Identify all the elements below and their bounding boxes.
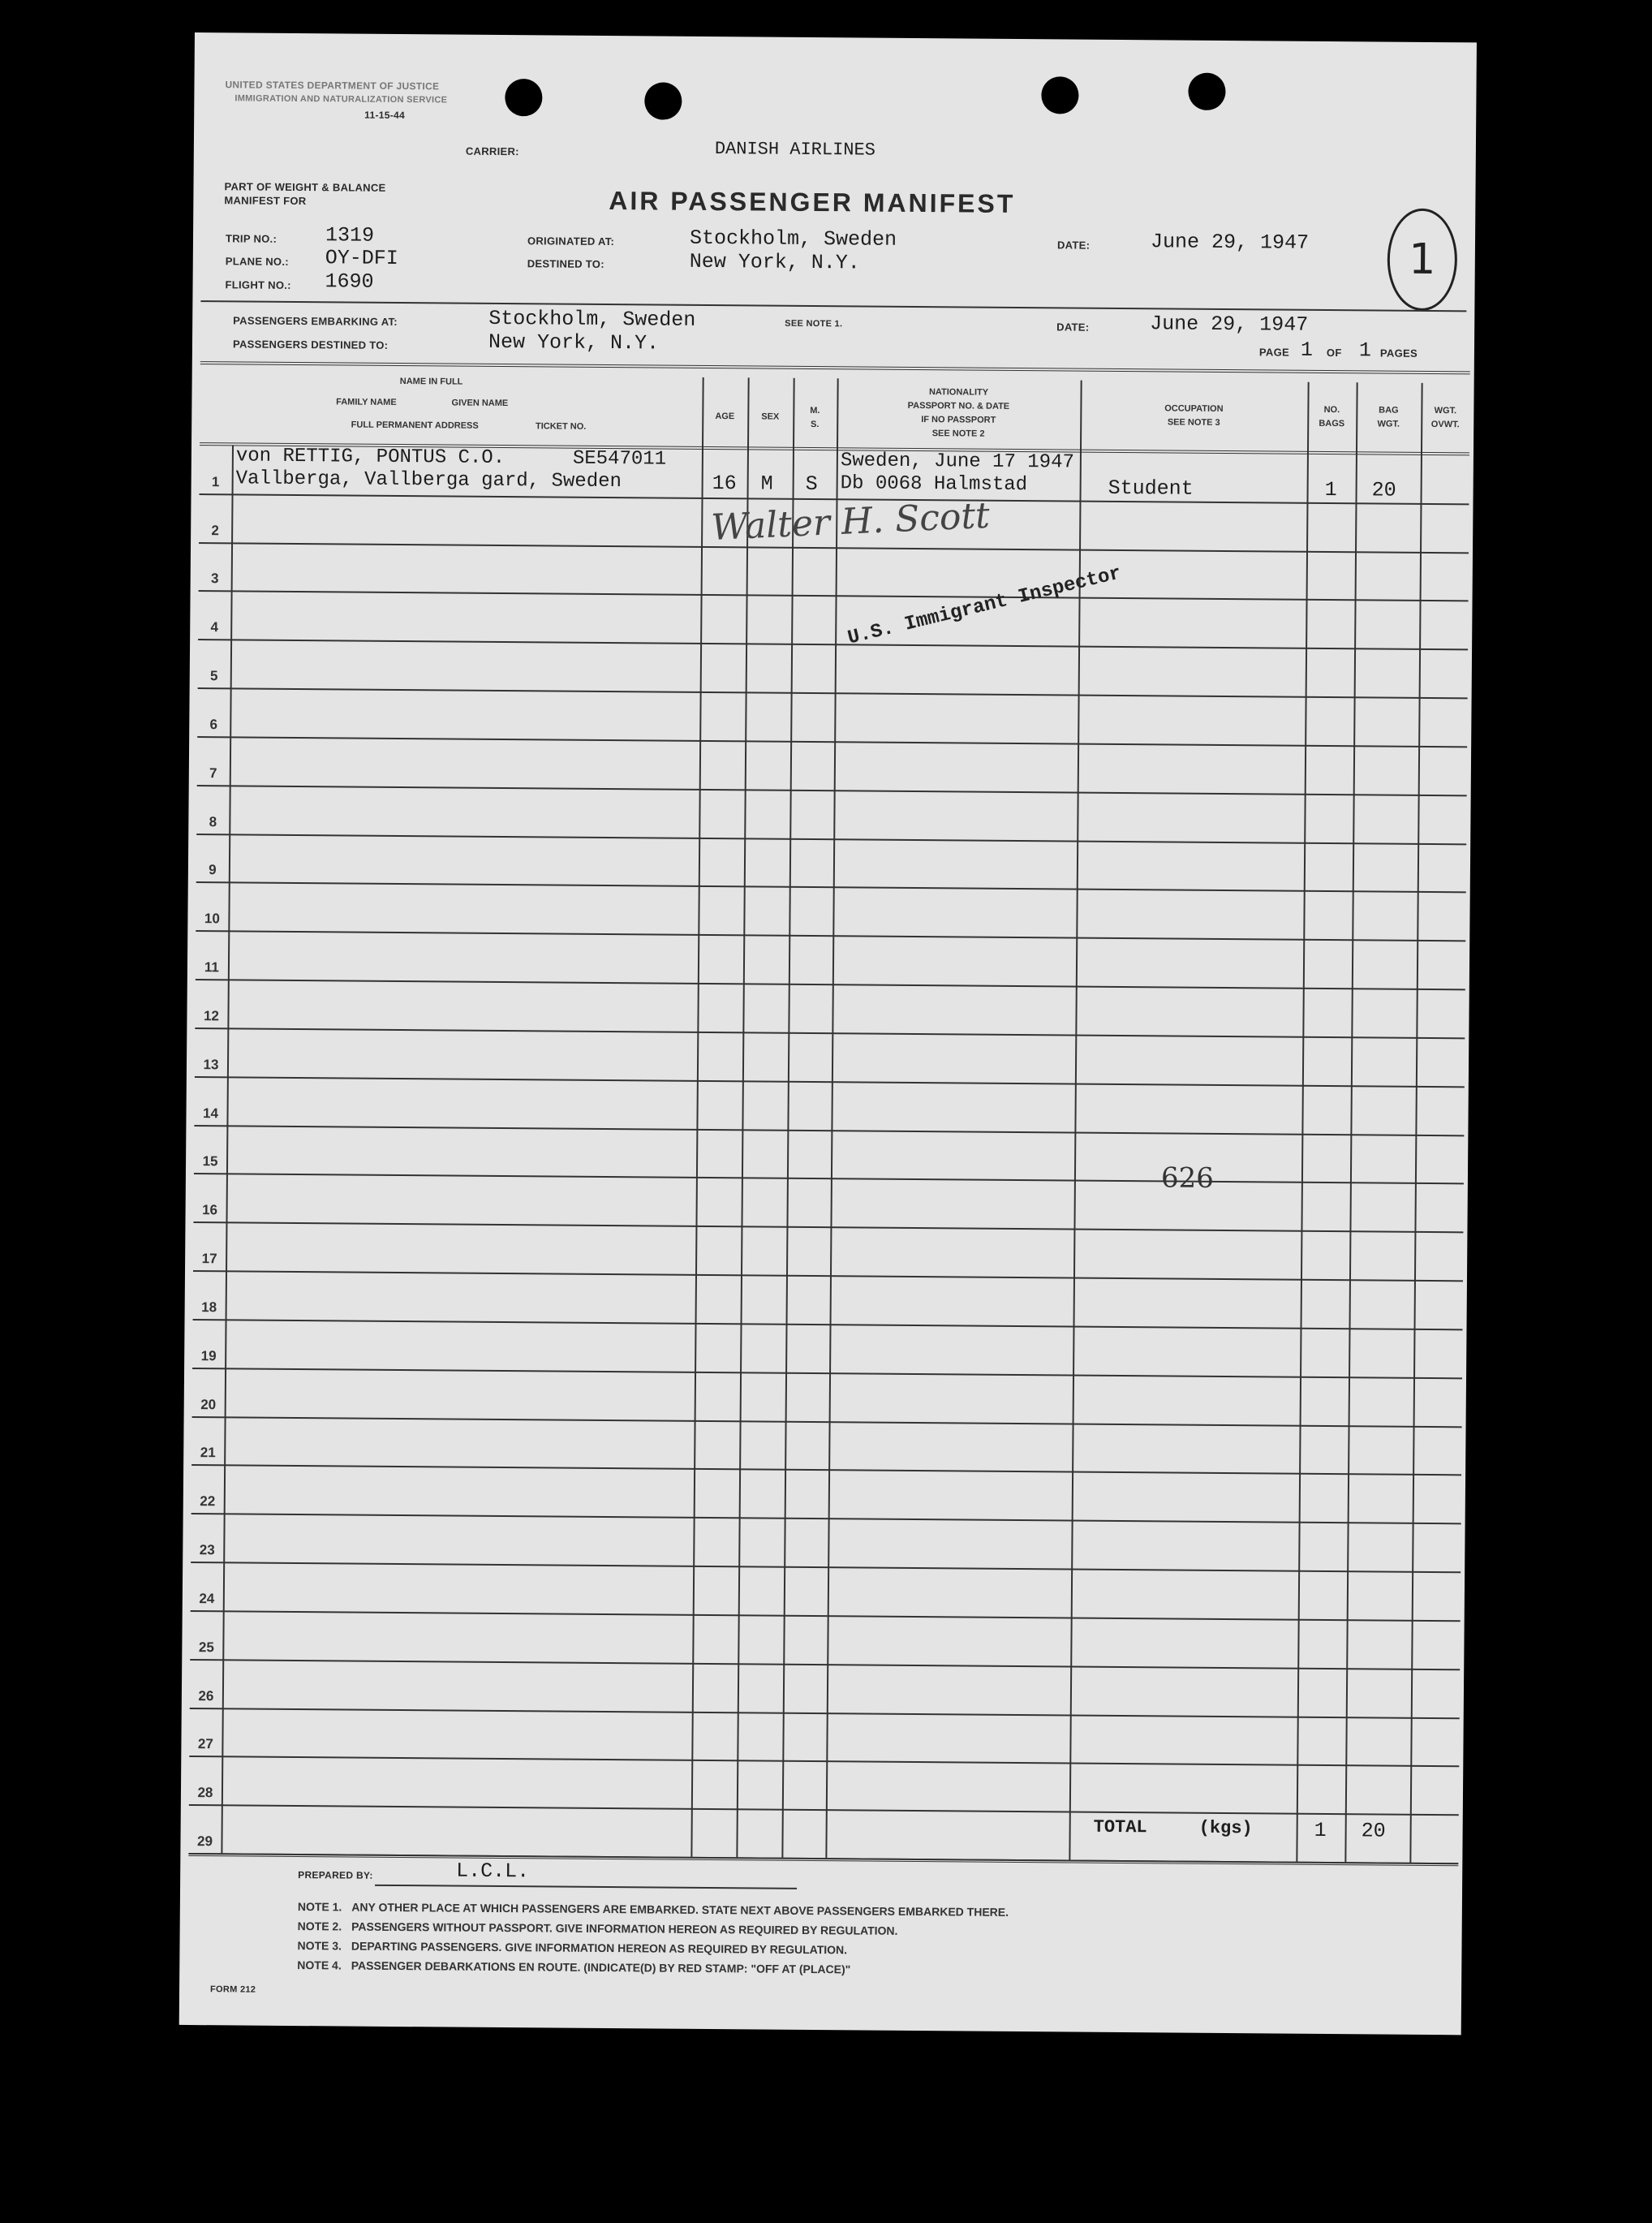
row-rule [196, 930, 1465, 941]
row-rule [194, 1173, 1464, 1184]
row-number: 7 [209, 765, 217, 782]
row-rule [189, 1804, 1459, 1816]
row-number: 15 [202, 1153, 218, 1170]
note-item [298, 1919, 898, 1937]
header-rule [200, 300, 1466, 312]
date2-value: June 29, 1947 [1150, 312, 1309, 337]
carrier-label: CARRIER: [465, 144, 519, 158]
row-rule [197, 785, 1467, 796]
row-number: 26 [198, 1687, 214, 1704]
embarking-note: SEE NOTE 1. [785, 318, 843, 330]
total-bags: 1 [1314, 1818, 1327, 1843]
plane-value: OY-DFI [325, 246, 398, 270]
ms-header-l1: M. [810, 405, 820, 416]
carrier-value: DANISH AIRLINES [714, 139, 876, 161]
prepared-by-value: L.C.L. [456, 1859, 530, 1884]
row-rule [191, 1513, 1461, 1524]
row-rule [197, 736, 1467, 747]
row-rule [192, 1416, 1462, 1428]
passenger-bags: 1 [1324, 477, 1337, 502]
row-number: 20 [200, 1396, 217, 1412]
punch-hole [505, 79, 542, 116]
row-rule [198, 639, 1468, 650]
nationality-header-l2: PASSPORT NO. & DATE [907, 400, 1010, 411]
flight-label: FLIGHT NO.: [225, 278, 291, 291]
address-header: FULL PERMANENT ADDRESS [351, 420, 479, 431]
agency-line1: UNITED STATES DEPARTMENT OF JUSTICE [225, 79, 440, 93]
note-item [298, 1900, 1009, 1919]
of-label: OF [1326, 346, 1342, 360]
page-total: 1 [1358, 338, 1372, 363]
passenger-nationality: Sweden, June 17 1947 [840, 450, 1075, 474]
row-rule [193, 1270, 1463, 1282]
circled-page-mark: 1 [1387, 209, 1457, 312]
row-number: 19 [200, 1347, 217, 1364]
plane-label: PLANE NO.: [225, 255, 289, 268]
row-rule [190, 1659, 1460, 1670]
overweight-header-l1: WGT. [1434, 406, 1457, 416]
flight-value: 1690 [325, 269, 374, 294]
bags-header [1307, 403, 1356, 431]
row-number: 25 [198, 1639, 214, 1655]
total-label: TOTAL [1093, 1816, 1147, 1838]
passenger-passport: Db 0068 Halmstad [840, 472, 1028, 497]
total-unit: (kgs) [1198, 1817, 1253, 1839]
row-rule [199, 542, 1469, 554]
trip-value: 1319 [325, 223, 375, 248]
row-rule [195, 1027, 1465, 1039]
row-number: 14 [203, 1105, 219, 1121]
page-label: PAGE [1258, 346, 1290, 359]
nationality-header-l3: IF NO PASSPORT [921, 415, 996, 425]
row-number: 11 [204, 959, 220, 976]
given-name-header: GIVEN NAME [451, 398, 509, 409]
destined-value: New York, N.Y. [689, 249, 860, 275]
form-date: 11-15-44 [364, 109, 406, 122]
destined-label: DESTINED TO: [527, 257, 604, 270]
destined-to-value: New York, N.Y. [488, 330, 660, 355]
passenger-occupation: Student [1108, 476, 1194, 501]
row-number: 3 [210, 571, 219, 587]
occupation-header-l1: OCCUPATION [1164, 403, 1224, 414]
punch-hole [1041, 76, 1078, 114]
handwritten-number: 626 [1160, 1161, 1215, 1195]
nationality-header-l4: SEE NOTE 2 [931, 429, 985, 439]
pages-label: PAGES [1379, 347, 1418, 360]
overweight-header-l2: OVWT. [1430, 419, 1460, 430]
note-text: PASSENGER DEBARKATIONS EN ROUTE. (INDICATE(D) BY RED STAMP: "OFF AT (PLACE)" [351, 1958, 851, 1976]
note-number: NOTE 3. [297, 1939, 342, 1953]
row-number: 21 [200, 1445, 216, 1461]
row-rule [192, 1368, 1462, 1379]
note-number: NOTE 1. [297, 1900, 342, 1914]
row-rule [194, 1125, 1464, 1136]
note-number: NOTE 4. [297, 1958, 342, 1972]
nationality-header-l1: NATIONALITY [928, 387, 989, 398]
row-number: 28 [197, 1785, 213, 1801]
row-rule [191, 1610, 1461, 1622]
overweight-header [1421, 404, 1469, 432]
row-number: 6 [209, 717, 218, 733]
page-number: 1 [1300, 338, 1314, 362]
inspector-stamp: U.S. Immigrant Inspector [845, 562, 1124, 650]
inspector-signature: Walter H. Scott [710, 494, 991, 549]
agency-line2: IMMIGRATION AND NATURALIZATION SERVICE [234, 93, 448, 106]
row-number: 27 [197, 1736, 213, 1752]
note-text: DEPARTING PASSENGERS. GIVE INFORMATION HEREON AS REQUIRED BY REGULATION. [351, 1939, 848, 1957]
trip-label: TRIP NO.: [225, 232, 277, 245]
row-rule [196, 979, 1465, 990]
table-top-rule [200, 361, 1470, 374]
weight-balance-line1: PART OF WEIGHT & BALANCE [224, 180, 386, 194]
date1-label: DATE: [1056, 239, 1091, 252]
row-rule [196, 881, 1466, 893]
row-number: 4 [210, 619, 219, 635]
row-number: 23 [199, 1542, 215, 1558]
note-text: ANY OTHER PLACE AT WHICH PASSENGERS ARE EMBARKED. STATE NEXT ABOVE PASSENGERS EMBARKED THERE. [351, 1900, 1009, 1919]
row-number: 13 [203, 1056, 219, 1073]
bag-weight-header-l1: BAG [1379, 405, 1399, 416]
name-header: NAME IN FULL [399, 376, 463, 387]
passenger-marital: S [805, 472, 818, 497]
originated-label: ORIGINATED AT: [527, 235, 615, 248]
row-rule [199, 591, 1469, 602]
passenger-bag-weight: 20 [1371, 478, 1396, 502]
row-rule [191, 1562, 1461, 1573]
note-item [297, 1939, 847, 1956]
row-rule [195, 1076, 1465, 1088]
row-number: 16 [202, 1202, 218, 1218]
prepared-by-label: PREPARED BY: [298, 1869, 373, 1881]
passenger-age: 16 [712, 472, 737, 496]
passenger-sex: M [760, 472, 773, 496]
total-weight: 20 [1361, 1819, 1386, 1843]
embarking-value: Stockholm, Sweden [488, 306, 696, 332]
age-header: AGE [715, 411, 735, 422]
row-rule [193, 1221, 1463, 1233]
row-number: 17 [201, 1251, 217, 1267]
row-number: 9 [209, 862, 217, 878]
note-item [297, 1958, 850, 1975]
punch-hole [1188, 73, 1225, 110]
occupation-header-l2: SEE NOTE 3 [1167, 417, 1220, 428]
ms-header-l2: S. [810, 419, 820, 430]
punch-hole [644, 82, 682, 119]
row-number: 2 [211, 522, 219, 538]
row-rule [189, 1756, 1459, 1767]
row-number: 12 [203, 1008, 220, 1024]
row-rule [198, 687, 1468, 699]
row-number: 22 [200, 1493, 216, 1510]
family-name-header: FAMILY NAME [336, 397, 397, 407]
row-number: 10 [204, 911, 220, 927]
destined-to-label: PASSENGERS DESTINED TO: [232, 338, 389, 351]
page-title: AIR PASSENGER MANIFEST [609, 186, 1016, 218]
bags-header-l1: NO. [1323, 404, 1340, 416]
manifest-page [179, 32, 1477, 2035]
row-number: 18 [201, 1299, 217, 1316]
row-rule [190, 1708, 1460, 1719]
row-number: 8 [209, 813, 217, 829]
note-number: NOTE 2. [297, 1919, 342, 1933]
date2-label: DATE: [1056, 321, 1090, 334]
passenger-address: Vallberga, Vallberga gard, Sweden [235, 467, 622, 493]
row-number: 29 [196, 1833, 213, 1850]
occupation-header [1080, 402, 1307, 431]
originated-value: Stockholm, Sweden [689, 226, 897, 252]
sex-header: SEX [761, 411, 780, 422]
nationality-header [837, 385, 1081, 442]
ticket-header: TICKET NO. [535, 421, 587, 432]
bags-header-l2: BAGS [1319, 418, 1345, 429]
row-rule [196, 834, 1466, 845]
row-number: 24 [199, 1590, 215, 1607]
ms-header [793, 404, 837, 432]
row-rule [191, 1464, 1461, 1476]
date1-value: June 29, 1947 [1150, 230, 1310, 255]
note-text: PASSENGERS WITHOUT PASSPORT. GIVE INFORMATION HEREON AS REQUIRED BY REGULATION. [351, 1919, 898, 1937]
embarking-label: PASSENGERS EMBARKING AT: [233, 314, 398, 328]
row-rule [193, 1319, 1463, 1330]
manifest-table [188, 445, 1469, 1863]
weight-balance-line2: MANIFEST FOR [224, 194, 307, 208]
bag-weight-header-l2: WGT. [1377, 419, 1400, 429]
row-number: 1 [211, 473, 220, 490]
bag-weight-header [1356, 403, 1421, 432]
prepared-by-line [375, 1885, 797, 1889]
passenger-ticket: SE547011 [572, 447, 667, 471]
row-number: 5 [209, 668, 218, 684]
form-number: FORM 212 [210, 1984, 256, 1995]
passenger-name: von RETTIG, PONTUS C.O. [235, 445, 505, 470]
